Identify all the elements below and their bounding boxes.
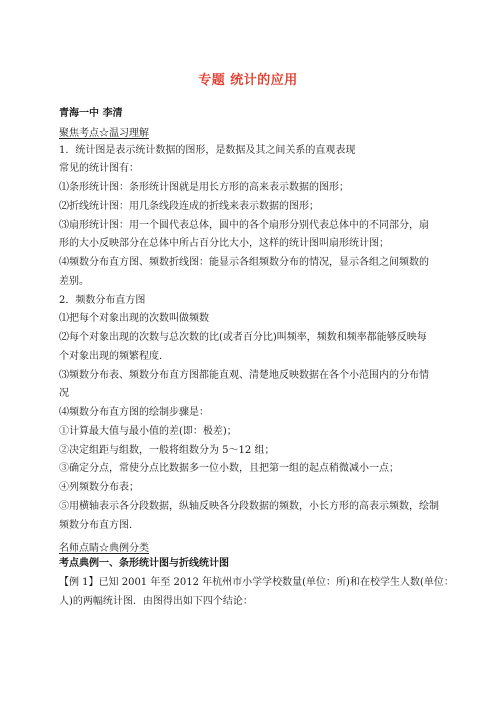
section-heading-examples: 名师点睛☆典例分类: [59, 543, 149, 554]
body-line: 差别。: [59, 276, 89, 287]
body-line: 频数分布直方图．: [59, 520, 139, 531]
section-heading-review: 聚焦考点☆温习理解: [59, 128, 149, 139]
body-line: ⑴条形统计图：条形统计图就是用长方形的高来表示数据的图形；: [59, 182, 349, 193]
body-line: 1．统计图是表示统计数据的图形，是数据及其之间关系的直观表现: [59, 145, 356, 156]
body-line: 况: [59, 388, 69, 399]
body-line: ⑤用横轴表示各分段数据，纵轴反映各分段数据的频数，小长方形的高表示频数，绘制: [59, 501, 439, 512]
body-line: 常见的统计图有：: [59, 163, 139, 174]
body-line: 形的大小反映部分在总体中所占百分比大小，这样的统计图叫扇形统计图；: [59, 238, 389, 249]
body-line: ②决定组距与组数，一般将组数分为 5～12 组；: [59, 445, 275, 456]
example-line: 【例 1】已知 2001 年至 2012 年杭州市小学学校数量(单位：所)和在校学生人数(单位：: [59, 577, 454, 588]
body-line: ⑶扇形统计图：用一个圆代表总体，圆中的各个扇形分别代表总体中的不同部分，扇: [59, 220, 429, 231]
document-title: 专题 统计的应用: [198, 73, 298, 88]
body-line: ③确定分点，常使分点比数据多一位小数，且把第一组的起点稍微减小一点；: [59, 463, 399, 474]
body-line: 个对象出现的频繁程度．: [59, 351, 169, 362]
body-line: ⑵折线统计图：用几条线段连成的折线来表示数据的图形；: [59, 201, 319, 212]
body-line: ①计算最大值与最小值的差(即：极差)；: [59, 426, 237, 437]
body-line: ④列频数分布表；: [59, 482, 139, 493]
body-line: 2．频数分布直方图: [59, 295, 146, 306]
body-line: ⑷频数分布直方图、频数折线图：能显示各组频数分布的情况，显示各组之间频数的: [59, 257, 429, 268]
example-line: 人)的两幅统计图．由图得出如下四个结论：: [59, 596, 253, 607]
body-line: ⑵每个对象出现的次数与总次数的比(或者百分比)叫频率，频数和频率都能够反映每: [59, 332, 427, 343]
body-line: ⑴把每个对象出现的次数叫做频数: [59, 313, 209, 324]
body-line: ⑶频数分布表、频数分布直方图都能直观、清楚地反映数据在各个小范围内的分布情: [59, 370, 429, 381]
author-line: 青海一中 李清: [59, 108, 123, 119]
example-heading: 考点典例一、条形统计图与折线统计图: [59, 558, 229, 569]
body-line: ⑷频数分布直方图的绘制步骤是：: [59, 407, 209, 418]
